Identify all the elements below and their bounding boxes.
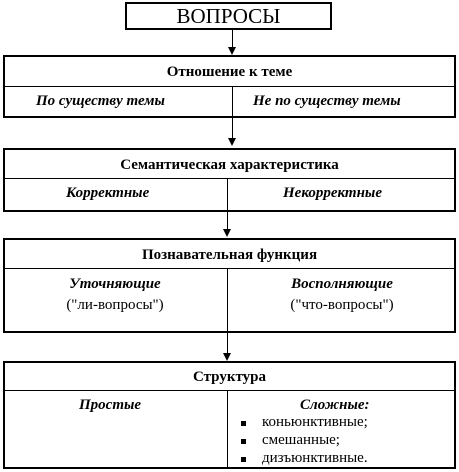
cognitive-header: Познавательная функция: [141, 247, 318, 263]
connector-arrow: [227, 178, 228, 231]
relation-divider: [3, 86, 456, 87]
cognitive-right-label: Восполняющие: [291, 276, 393, 292]
structure-right-label: Сложные:: [300, 397, 370, 413]
structure-item: коньюнктивные;: [262, 414, 368, 430]
relation-header: Отношение к теме: [166, 64, 293, 80]
title-text: ВОПРОСЫ: [176, 4, 281, 28]
structure-item: смешанные;: [262, 432, 340, 448]
relation-right-label: Не по существу темы: [253, 93, 401, 109]
structure-left-label: Простые: [79, 397, 142, 413]
structure-divider: [3, 390, 456, 391]
semantic-header: Семантическая характеристика: [120, 157, 339, 173]
semantic-divider: [3, 178, 456, 179]
semantic-right-label: Некорректные: [283, 185, 382, 201]
connector-arrow: [227, 333, 228, 355]
connector-arrowhead: [228, 47, 236, 55]
relation-split: [232, 86, 233, 118]
relation-left-label: По существу темы: [36, 93, 165, 109]
cognitive-right-sublabel: ("что-вопросы"): [290, 297, 394, 313]
connector-arrowhead: [223, 353, 231, 361]
bullet-icon: [241, 439, 246, 444]
bullet-icon: [241, 421, 246, 426]
cognitive-left-sublabel: ("ли-вопросы"): [66, 297, 164, 313]
semantic-left-label: Корректные: [66, 185, 150, 201]
bullet-icon: [241, 457, 246, 462]
structure-split: [227, 390, 228, 469]
structure-item: дизъюнктивные.: [262, 450, 368, 466]
connector-arrowhead: [223, 229, 231, 237]
connector-arrow: [232, 118, 233, 140]
cognitive-divider: [3, 268, 456, 269]
connector-arrowhead: [228, 138, 236, 146]
cognitive-left-label: Уточняющие: [69, 276, 161, 292]
structure-header: Структура: [193, 369, 266, 385]
